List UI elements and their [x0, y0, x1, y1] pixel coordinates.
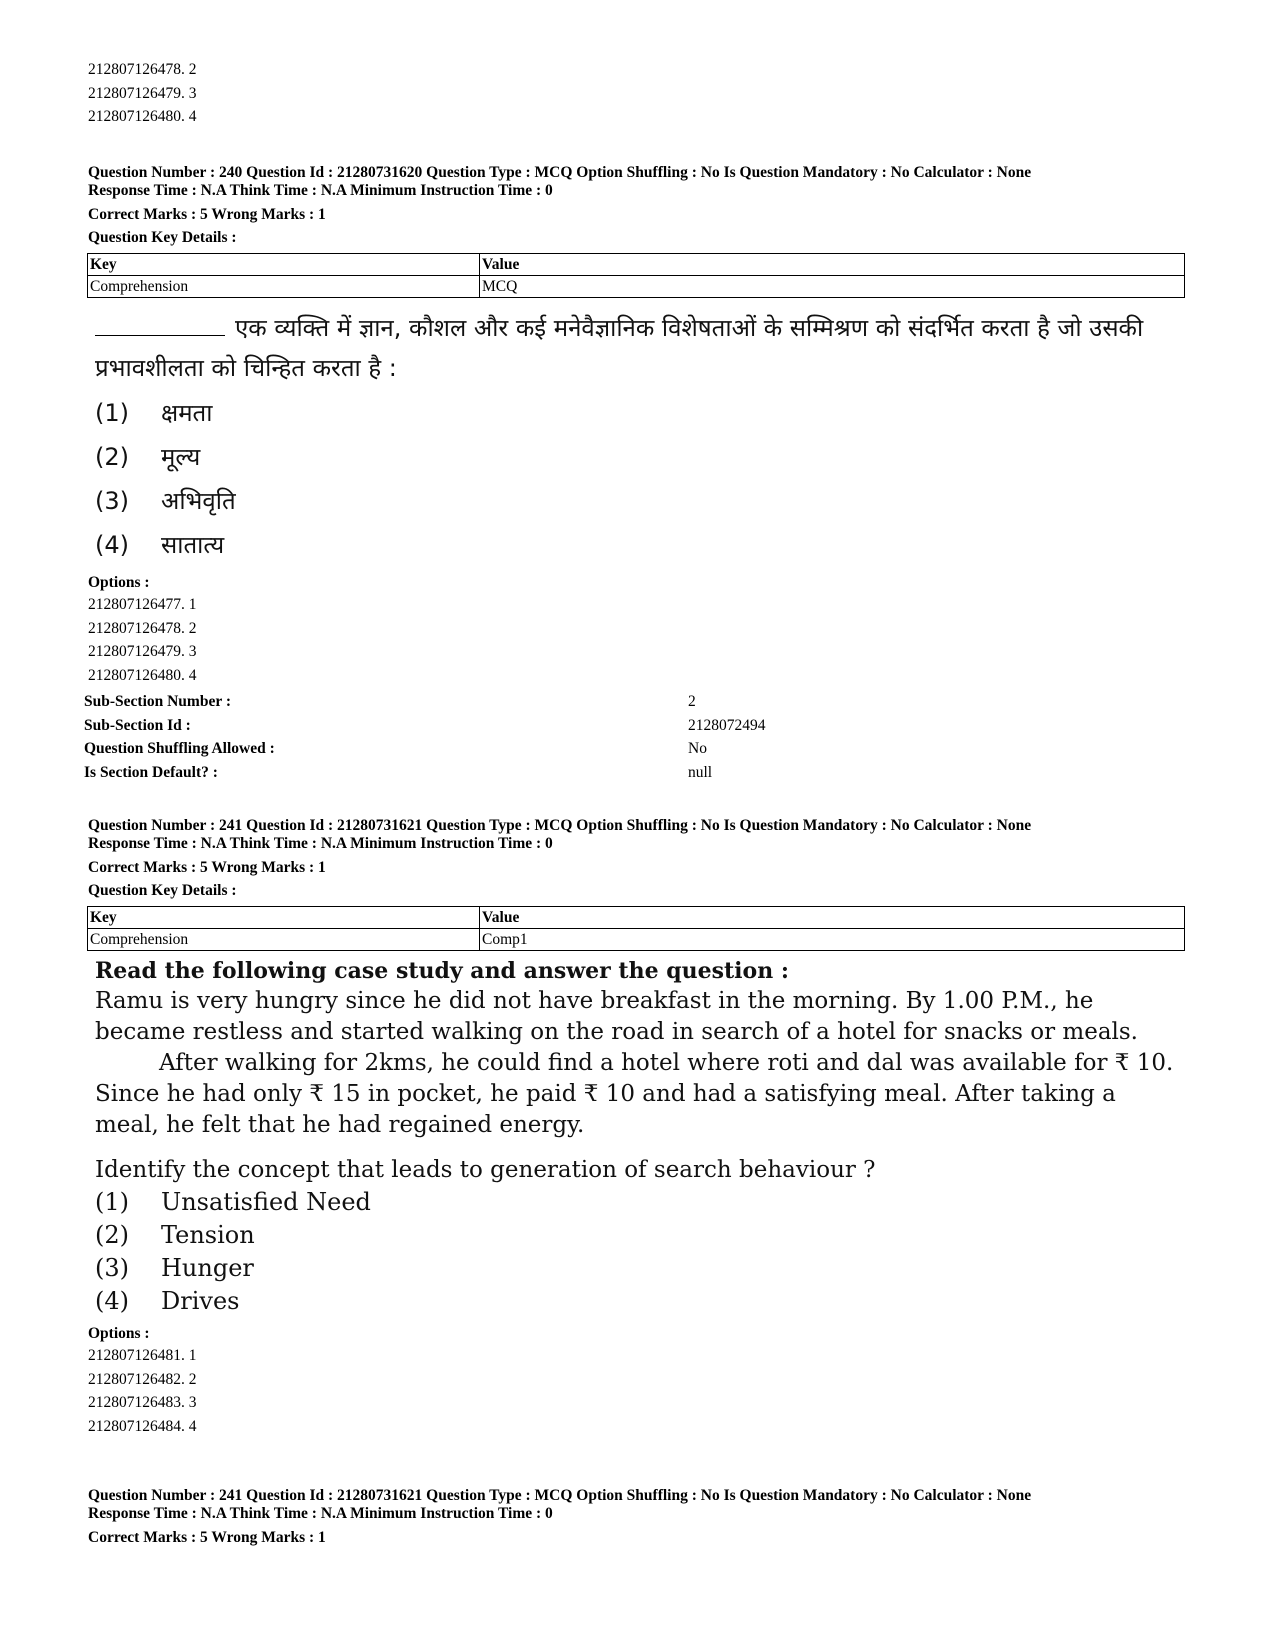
option-id: 212807126479. 3 — [88, 643, 197, 660]
question-header: Question Number : 241 Question Id : 21280731621 Question Type : MCQ Option Shuffling : No Is Question Mandatory : No Calculator : None — [88, 817, 1032, 834]
table-header-row — [88, 254, 1185, 276]
option-id: 212807126478. 2 — [88, 619, 197, 637]
question-body: एक व्यक्ति में ज्ञान, कौशल और कई मनेवैज्ञानिक विशेषताओं के सम्मिश्रण को संदर्भित करता है जो उसकी प्रभावशीलता को चिन्हित करता है : — [95, 314, 1144, 382]
previous-options-list — [88, 58, 197, 129]
option-id: 212807126479. 3 — [88, 84, 197, 102]
question-header: Question Number : 240 Question Id : 21280731620 Question Type : MCQ Option Shuffling : No Is Question Mandatory : No Calculator : None — [88, 164, 1032, 181]
choice-text: अभिवृति — [161, 487, 236, 515]
case-heading: Read the following case study and answer the question : — [95, 958, 789, 984]
option-id: 212807126480. 4 — [88, 666, 197, 684]
question-marks: Correct Marks : 5 Wrong Marks : 1 — [88, 1529, 326, 1546]
choice-row — [95, 525, 236, 569]
choice-row — [95, 481, 236, 525]
choice-number: (4) — [95, 531, 129, 559]
answer-choices — [95, 393, 236, 569]
choice-text: Tension — [161, 1221, 255, 1249]
subsection-label: Sub-Section Number : — [84, 693, 231, 710]
choice-number: (3) — [95, 487, 129, 515]
subsection-row — [84, 762, 784, 786]
case-study — [95, 956, 1185, 1318]
key-header: Key — [88, 254, 480, 276]
option-id: 212807126477. 1 — [88, 596, 197, 613]
subsection-label: Is Section Default? : — [84, 763, 218, 781]
choice-text: Drives — [161, 1287, 240, 1315]
subsection-label: Sub-Section Id : — [84, 716, 191, 734]
choice-number: (2) — [95, 1221, 129, 1249]
subsection-row — [84, 715, 784, 739]
choice-number: (4) — [95, 1287, 129, 1315]
subsection-row — [84, 738, 784, 762]
choice-number: (2) — [95, 443, 129, 471]
case-question: Identify the concept that leads to generation of search behaviour ? — [95, 1157, 876, 1183]
key-details-table — [87, 253, 1185, 298]
question-text — [95, 308, 1190, 388]
fill-in-blank — [95, 334, 225, 336]
options-list — [88, 1344, 197, 1438]
choice-text: क्षमता — [161, 399, 213, 427]
key-details-label: Question Key Details : — [88, 882, 237, 899]
choice-number: (1) — [95, 399, 129, 427]
subsection-info — [84, 691, 784, 785]
choice-row — [95, 1285, 1185, 1318]
options-label: Options : — [88, 574, 150, 591]
key-cell: Comprehension — [88, 276, 480, 298]
option-id: 212807126478. 2 — [88, 61, 197, 78]
subsection-value: 2128072494 — [688, 716, 766, 734]
subsection-value: No — [688, 740, 707, 757]
option-id: 212807126480. 4 — [88, 108, 197, 125]
subsection-row — [84, 691, 784, 715]
choice-row — [95, 1252, 1185, 1285]
case-paragraph: Ramu is very hungry since he did not have breakfast in the morning. By 1.00 P.M., he became restless and started walking on the road in search of a hotel for snacks or meals. — [95, 988, 1138, 1045]
choice-row — [95, 1219, 1185, 1252]
question-marks: Correct Marks : 5 Wrong Marks : 1 — [88, 206, 326, 223]
question-header: Question Number : 241 Question Id : 21280731621 Question Type : MCQ Option Shuffling : No Is Question Mandatory : No Calculator : None — [88, 1487, 1032, 1504]
value-header: Value — [480, 254, 1185, 276]
case-paragraph: After walking for 2kms, he could find a hotel where roti and dal was available for ₹ 10. Since he had only ₹ 15 in pocket, he paid ₹ 10 and had a satisfying meal. After taking a meal, he felt that he had regained energy. — [95, 1050, 1174, 1138]
table-row — [88, 276, 1185, 298]
choice-text: Unsatisfied Need — [161, 1188, 371, 1216]
choice-row — [95, 393, 236, 437]
question-timing: Response Time : N.A Think Time : N.A Minimum Instruction Time : 0 — [88, 182, 553, 199]
table-row — [88, 929, 1185, 951]
choice-row — [95, 1186, 1185, 1219]
question-timing: Response Time : N.A Think Time : N.A Minimum Instruction Time : 0 — [88, 835, 553, 852]
choice-number: (1) — [95, 1188, 129, 1216]
key-header: Key — [88, 907, 480, 929]
option-id: 212807126483. 3 — [88, 1394, 197, 1411]
option-id: 212807126481. 1 — [88, 1347, 197, 1364]
options-label: Options : — [88, 1325, 150, 1342]
question-marks: Correct Marks : 5 Wrong Marks : 1 — [88, 859, 326, 876]
option-id: 212807126482. 2 — [88, 1370, 197, 1388]
key-details-label: Question Key Details : — [88, 229, 237, 246]
choice-row — [95, 437, 236, 481]
choice-text: Hunger — [161, 1254, 254, 1282]
value-cell: MCQ — [480, 276, 1185, 298]
options-list — [88, 593, 197, 687]
choice-number: (3) — [95, 1254, 129, 1282]
question-timing: Response Time : N.A Think Time : N.A Minimum Instruction Time : 0 — [88, 1505, 553, 1522]
choice-text: सातात्य — [161, 531, 225, 559]
subsection-label: Question Shuffling Allowed : — [84, 740, 275, 757]
key-cell: Comprehension — [88, 929, 480, 951]
subsection-value: 2 — [688, 693, 696, 710]
key-details-table — [87, 906, 1185, 951]
option-id: 212807126484. 4 — [88, 1417, 197, 1435]
value-header: Value — [480, 907, 1185, 929]
choice-text: मूल्य — [161, 443, 201, 471]
table-header-row — [88, 907, 1185, 929]
subsection-value: null — [688, 763, 713, 781]
value-cell: Comp1 — [480, 929, 1185, 951]
